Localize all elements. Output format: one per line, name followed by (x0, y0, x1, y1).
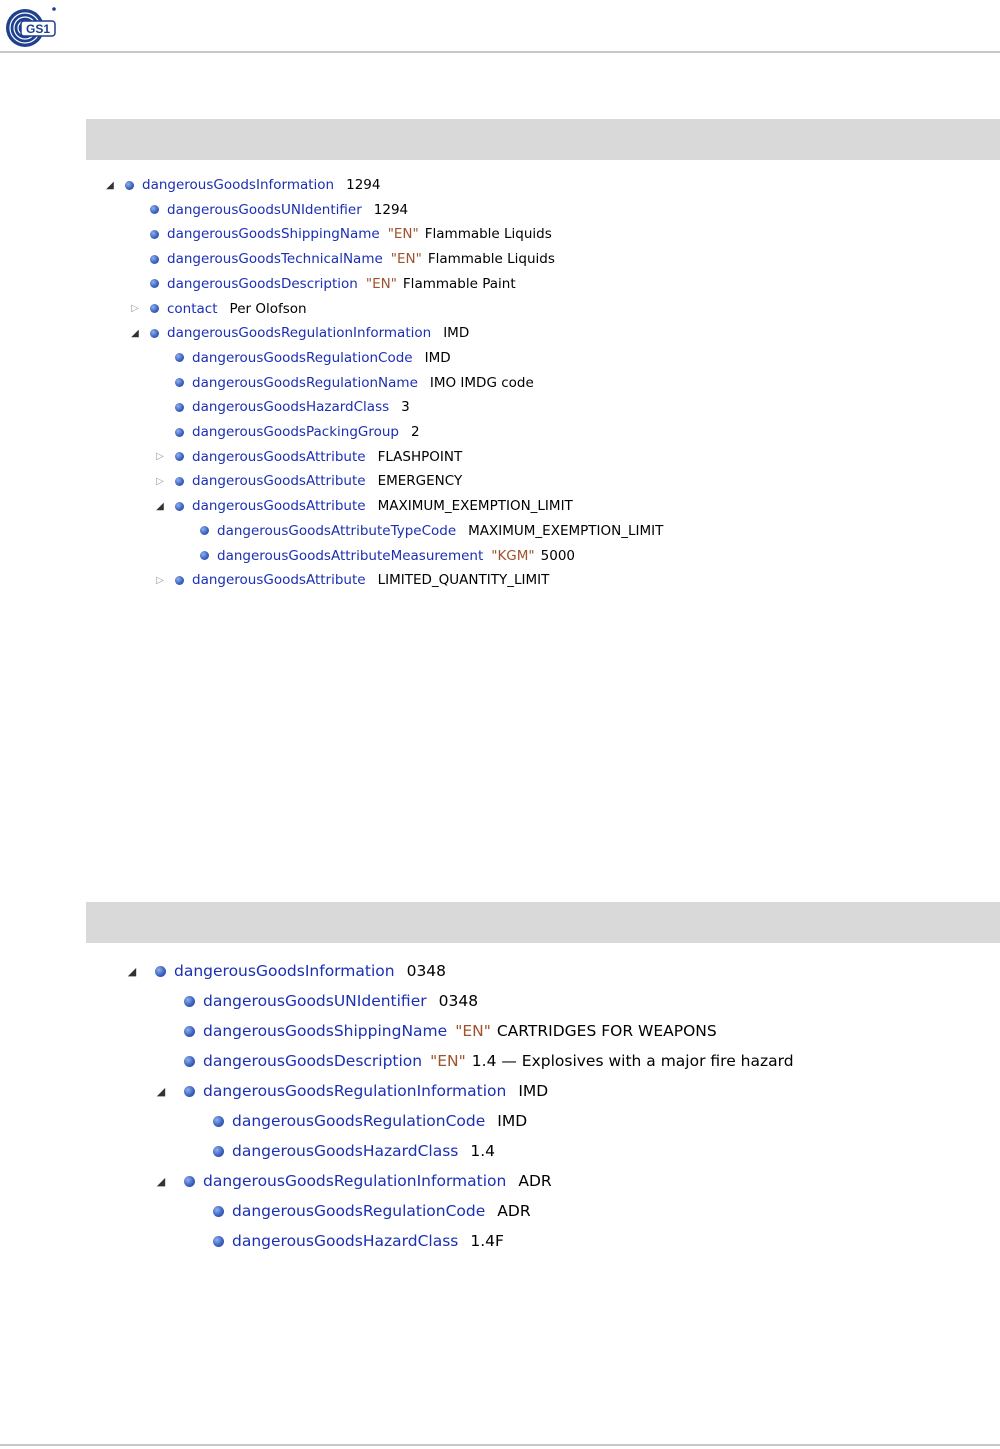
element-value: MAXIMUM_EXEMPTION_LIMIT (377, 498, 573, 515)
element-value: EMERGENCY (377, 473, 463, 490)
element-name: dangerousGoodsDescription (203, 1052, 423, 1070)
expanded-triangle-icon[interactable]: ◢ (156, 500, 164, 512)
tree-row[interactable] (128, 198, 408, 222)
element-name: dangerousGoodsRegulationCode (232, 1202, 486, 1220)
tree-row[interactable] (183, 1106, 527, 1136)
element-name: dangerousGoodsShippingName (167, 226, 380, 243)
element-value: Flammable Liquids (427, 251, 555, 268)
section-header-bar-1 (86, 119, 1000, 160)
expanded-triangle-icon[interactable]: ◢ (127, 964, 137, 978)
collapsed-triangle-icon[interactable]: ▷ (156, 451, 164, 463)
tree-row[interactable] (178, 544, 575, 568)
element-value: Per Olofson (229, 300, 307, 317)
element-name: dangerousGoodsDescription (167, 275, 358, 292)
element-node-icon (200, 551, 209, 560)
element-node-icon (125, 181, 134, 190)
element-name: dangerousGoodsAttribute (192, 572, 366, 589)
element-node-icon (175, 576, 184, 585)
tree-row[interactable] (128, 321, 469, 345)
element-value: 5000 (540, 547, 575, 564)
element-value: IMD (443, 325, 470, 342)
element-node-icon (155, 966, 166, 977)
collapsed-triangle-icon[interactable]: ▷ (156, 475, 164, 487)
element-name: dangerousGoodsUNIdentifier (203, 992, 427, 1010)
expanded-triangle-icon[interactable]: ◢ (131, 327, 139, 339)
element-name: dangerousGoodsHazardClass (232, 1142, 459, 1160)
collapsed-triangle-icon[interactable]: ▷ (156, 574, 164, 586)
element-name: dangerousGoodsRegulationInformation (167, 325, 432, 342)
element-node-icon (213, 1146, 224, 1157)
tree-row[interactable] (153, 371, 534, 395)
element-value: ADR (497, 1202, 531, 1220)
element-value: IMD (424, 349, 451, 366)
tree-row[interactable] (128, 222, 552, 246)
element-name: dangerousGoodsRegulationCode (192, 349, 413, 366)
element-name: dangerousGoodsRegulationCode (232, 1112, 486, 1130)
attribute-value: "EN" (387, 226, 419, 243)
tree-row[interactable] (154, 986, 478, 1016)
tree-row[interactable] (154, 1046, 794, 1076)
element-name: dangerousGoodsHazardClass (192, 399, 390, 416)
tree-row[interactable] (153, 420, 420, 444)
collapsed-triangle-icon[interactable]: ▷ (131, 303, 139, 314)
expanded-triangle-icon[interactable]: ◢ (156, 1084, 166, 1098)
element-node-icon (150, 255, 159, 264)
element-node-icon (175, 403, 184, 412)
element-name: dangerousGoodsRegulationInformation (203, 1082, 507, 1100)
element-value: 0348 (406, 962, 447, 980)
element-node-icon (175, 428, 184, 437)
header-divider (0, 51, 1000, 53)
attribute-value: "EN" (390, 251, 422, 268)
tree-row[interactable] (153, 469, 462, 493)
tree-row[interactable] (154, 1166, 552, 1196)
tree-row[interactable] (128, 247, 555, 271)
element-value: 1.4F (470, 1232, 504, 1250)
tree-row[interactable] (153, 494, 573, 518)
expanded-triangle-icon[interactable]: ◢ (106, 179, 114, 191)
element-node-icon (150, 304, 159, 313)
tree-row[interactable] (183, 1136, 495, 1166)
element-node-icon (184, 1026, 195, 1037)
element-value: IMD (497, 1112, 528, 1130)
tree-row[interactable] (128, 297, 307, 321)
element-value: Flammable Liquids (424, 226, 552, 243)
element-value: IMO IMDG code (429, 374, 534, 391)
element-name: dangerousGoodsAttribute (192, 498, 366, 515)
tree-row[interactable] (153, 445, 462, 469)
tree-row[interactable] (154, 1076, 548, 1106)
element-value: 1294 (346, 177, 381, 193)
tree-row[interactable] (153, 346, 451, 370)
element-value: 3 (401, 399, 410, 416)
element-name: dangerousGoodsAttribute (192, 473, 366, 490)
tree-row[interactable] (183, 1226, 504, 1256)
element-node-icon (184, 1176, 195, 1187)
tree-row[interactable] (178, 519, 663, 543)
element-node-icon (150, 205, 159, 214)
tree-row[interactable] (153, 568, 549, 592)
element-node-icon (213, 1236, 224, 1247)
element-value: MAXIMUM_EXEMPTION_LIMIT (468, 522, 664, 539)
element-value: ADR (518, 1172, 552, 1190)
tree-row[interactable] (154, 1016, 717, 1046)
element-name: dangerousGoodsAttribute (192, 448, 366, 465)
element-value: 1.4 (470, 1142, 496, 1160)
element-name: dangerousGoodsRegulationName (192, 374, 418, 391)
element-node-icon (175, 378, 184, 387)
element-node-icon (150, 329, 159, 338)
element-node-icon (150, 279, 159, 288)
attribute-value: "KGM" (491, 547, 535, 564)
element-node-icon (213, 1116, 224, 1127)
element-node-icon (184, 996, 195, 1007)
gs1-logo-text: GS1 (25, 22, 51, 36)
element-node-icon (150, 230, 159, 239)
element-name: dangerousGoodsInformation (142, 177, 335, 193)
element-value: CARTRIDGES FOR WEAPONS (496, 1022, 717, 1040)
element-name: dangerousGoodsUNIdentifier (167, 201, 362, 218)
element-node-icon (184, 1056, 195, 1067)
attribute-value: "EN" (365, 275, 397, 292)
tree-row[interactable] (103, 173, 380, 197)
tree-row[interactable] (125, 956, 446, 986)
element-node-icon (213, 1206, 224, 1217)
element-value: 2 (410, 424, 420, 440)
page-header (0, 0, 1000, 52)
tree-row[interactable] (183, 1196, 531, 1226)
element-name: dangerousGoodsPackingGroup (192, 424, 399, 440)
expanded-triangle-icon[interactable]: ◢ (156, 1174, 166, 1188)
element-name: dangerousGoodsAttributeMeasurement (217, 547, 484, 564)
section-header-bar-2 (86, 902, 1000, 943)
element-value: Flammable Paint (402, 275, 516, 292)
element-node-icon (175, 452, 184, 461)
element-name: contact (167, 300, 218, 317)
element-value: 0348 (438, 992, 479, 1010)
attribute-value: "EN" (455, 1022, 491, 1040)
element-node-icon (175, 353, 184, 362)
element-name: dangerousGoodsShippingName (203, 1022, 448, 1040)
footer-divider (0, 1444, 1000, 1446)
element-value: FLASHPOINT (377, 448, 463, 465)
element-name: dangerousGoodsHazardClass (232, 1232, 459, 1250)
element-value: LIMITED_QUANTITY_LIMIT (377, 572, 550, 589)
attribute-value: "EN" (430, 1052, 466, 1070)
element-name: dangerousGoodsAttributeTypeCode (217, 522, 457, 539)
element-node-icon (175, 477, 184, 486)
element-name: dangerousGoodsTechnicalName (167, 251, 383, 268)
element-name: dangerousGoodsInformation (174, 962, 395, 980)
element-node-icon (175, 502, 184, 511)
tree-row[interactable] (128, 272, 516, 296)
element-node-icon (184, 1086, 195, 1097)
element-name: dangerousGoodsRegulationInformation (203, 1172, 507, 1190)
element-value: 1.4 — Explosives with a major fire hazard (471, 1052, 794, 1070)
element-value: 1294 (373, 201, 409, 218)
element-value: IMD (518, 1082, 549, 1100)
gs1-logo-icon (3, 5, 57, 47)
tree-row[interactable] (153, 395, 410, 419)
element-node-icon (200, 526, 209, 535)
